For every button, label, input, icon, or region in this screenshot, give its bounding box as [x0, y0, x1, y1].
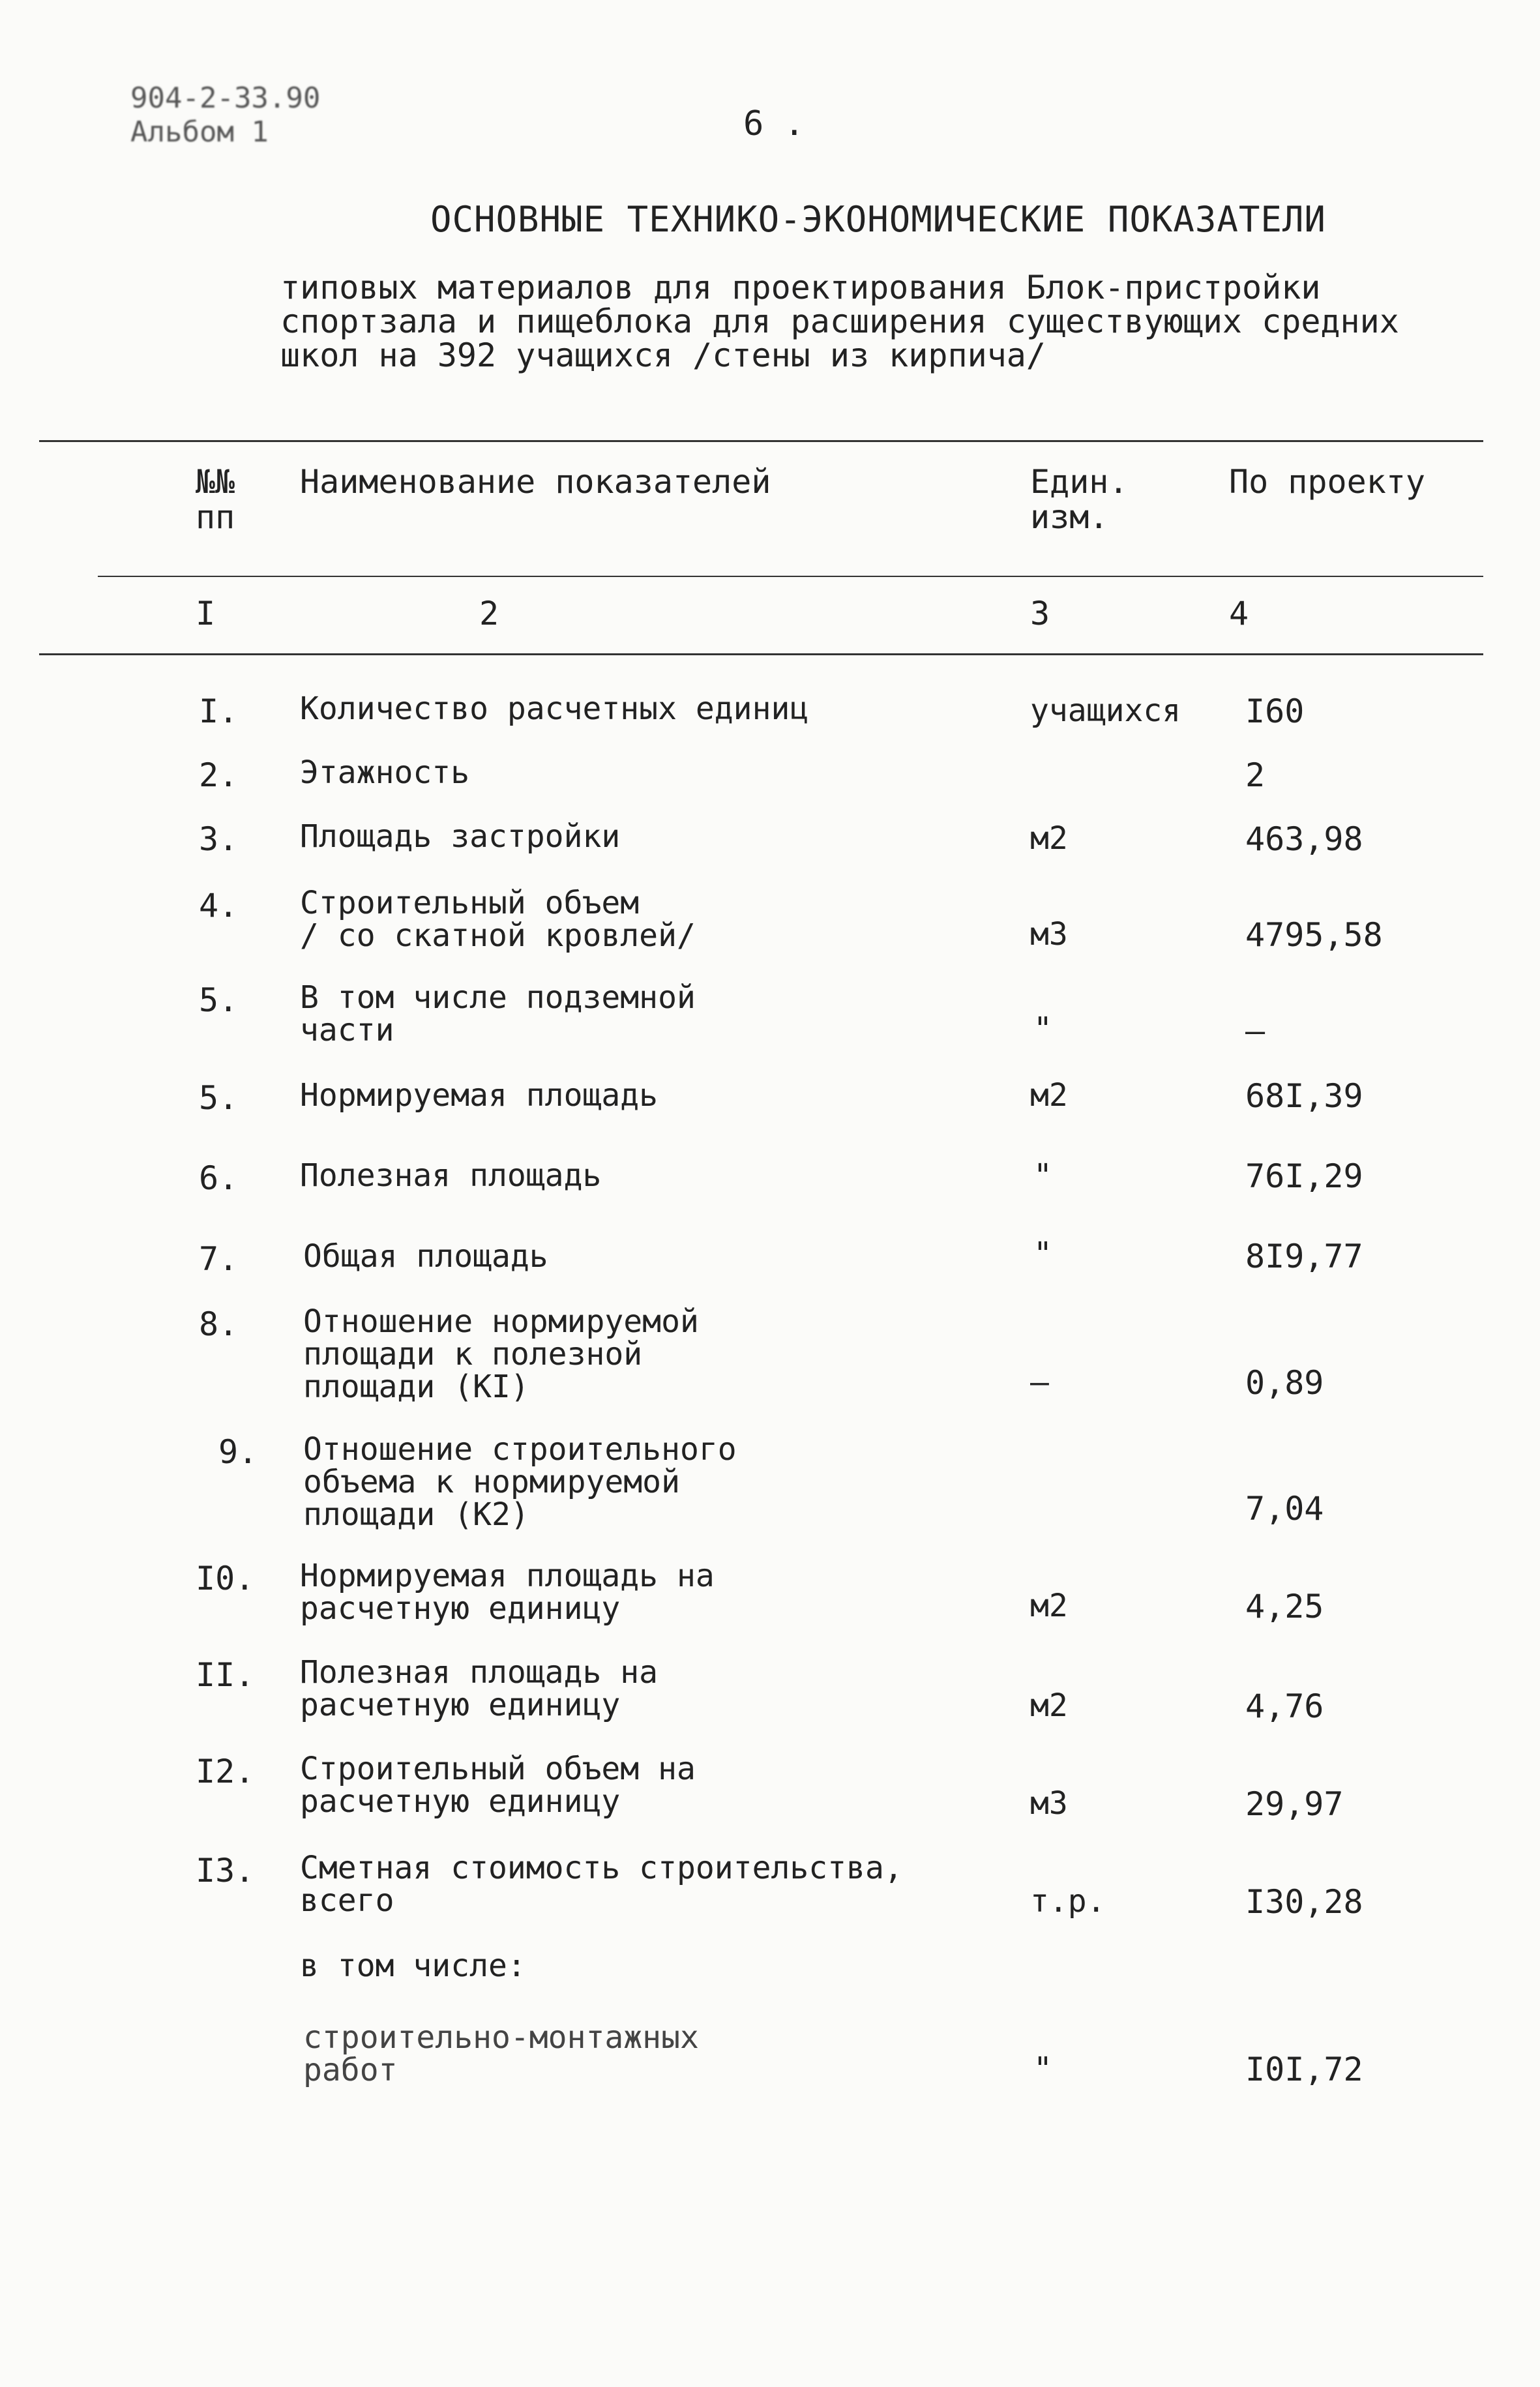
row-num: I2.	[196, 1753, 255, 1790]
row-value: 463,98	[1245, 820, 1363, 858]
row-value: I30,28	[1245, 1883, 1363, 1921]
row-unit: учащихся	[1030, 692, 1181, 729]
row-num: I0.	[196, 1560, 255, 1597]
row-num: 8.	[199, 1305, 239, 1343]
row-name: Сметная стоимость строительства, всего	[300, 1850, 903, 1919]
page-subtitle: типовых материалов для проектирования Блок-пристройки спортзала и пищеблока для расширения существующих средних школ на 392 учащихся /стены из кирпича/	[280, 269, 1399, 374]
row-value: 68I,39	[1245, 1077, 1363, 1115]
row-value: 4,76	[1245, 1687, 1324, 1725]
row-value: 2	[1245, 756, 1266, 794]
table-top-rule	[39, 440, 1483, 442]
row-value: 7,04	[1245, 1490, 1324, 1528]
colnum-1: I	[196, 595, 216, 632]
header-name: Наименование показателей	[300, 463, 771, 501]
row-name: Полезная площадь на расчетную единицу	[300, 1654, 659, 1723]
row-value: I0I,72	[1245, 2051, 1363, 2088]
row-unit: м2	[1030, 1687, 1068, 1724]
row-value: 0,89	[1245, 1364, 1324, 1402]
table-header-rule	[98, 576, 1483, 577]
colnum-4: 4	[1229, 595, 1249, 632]
row-num: 5.	[199, 1079, 239, 1117]
row-unit: м2	[1030, 1588, 1068, 1624]
row-num: I3.	[196, 1852, 255, 1890]
colnum-2: 2	[479, 595, 499, 632]
row-num: 3.	[199, 820, 239, 858]
row-name: Площадь застройки	[300, 818, 621, 855]
table-colnum-rule	[39, 653, 1483, 655]
colnum-3: 3	[1030, 595, 1050, 632]
row-unit: м3	[1030, 1785, 1068, 1822]
row-value: 76I,29	[1245, 1157, 1363, 1195]
row-unit: "	[1033, 1236, 1052, 1272]
row-num: I.	[199, 692, 239, 730]
row-unit: м2	[1030, 820, 1068, 857]
row-name: строительно-монтажных работ	[303, 2019, 699, 2088]
row-num: II.	[196, 1656, 255, 1694]
page-number: 6 .	[743, 104, 805, 143]
row-name: Нормируемая площадь на расчетную единицу	[300, 1558, 715, 1627]
header-value: По проекту	[1229, 463, 1426, 501]
row-name: Этажность	[300, 754, 470, 791]
row-name: Нормируемая площадь	[300, 1077, 659, 1114]
row-unit: "	[1033, 1011, 1052, 1047]
row-num: 7.	[199, 1240, 239, 1278]
row-name: Строительный объем / со скатной кровлей/	[300, 885, 696, 954]
header-num: №№ пп	[196, 463, 235, 536]
row-name: Строительный объем на расчетную единицу	[300, 1751, 696, 1820]
row-value: 4795,58	[1245, 916, 1383, 954]
row-value: 8I9,77	[1245, 1238, 1363, 1275]
row-unit: м3	[1030, 916, 1068, 953]
row-num: 4.	[199, 887, 239, 925]
row-num: 5.	[199, 981, 239, 1019]
header-unit: Един. изм.	[1030, 463, 1129, 536]
row-unit: –	[1030, 1364, 1049, 1401]
document-code: 904-2-33.90 Альбом 1	[130, 82, 321, 149]
row-name: В том числе подземной части	[300, 979, 696, 1048]
row-name: Общая площадь	[303, 1238, 548, 1275]
row-value: –	[1245, 1012, 1266, 1050]
row-name: Отношение строительного объема к нормируемой площади (К2)	[303, 1431, 737, 1533]
row-unit: м2	[1030, 1077, 1068, 1114]
row-value: I60	[1245, 692, 1305, 730]
row-value: 29,97	[1245, 1785, 1344, 1823]
row-unit: "	[1033, 2051, 1052, 2087]
page-title: ОСНОВНЫЕ ТЕХНИКО-ЭКОНОМИЧЕСКИЕ ПОКАЗАТЕЛИ	[430, 199, 1326, 240]
row-value: 4,25	[1245, 1588, 1324, 1625]
row-num: 9.	[218, 1433, 258, 1471]
row-name: в том числе:	[300, 1948, 526, 1984]
row-name: Количество расчетных единиц	[300, 690, 809, 727]
row-name: Полезная площадь	[300, 1157, 602, 1194]
row-name: Отношение нормируемой площади к полезной площади (КI)	[303, 1303, 699, 1405]
row-num: 2.	[199, 756, 239, 794]
row-num: 6.	[199, 1159, 239, 1197]
row-unit: т.р.	[1030, 1883, 1106, 1920]
row-unit: "	[1033, 1157, 1052, 1194]
